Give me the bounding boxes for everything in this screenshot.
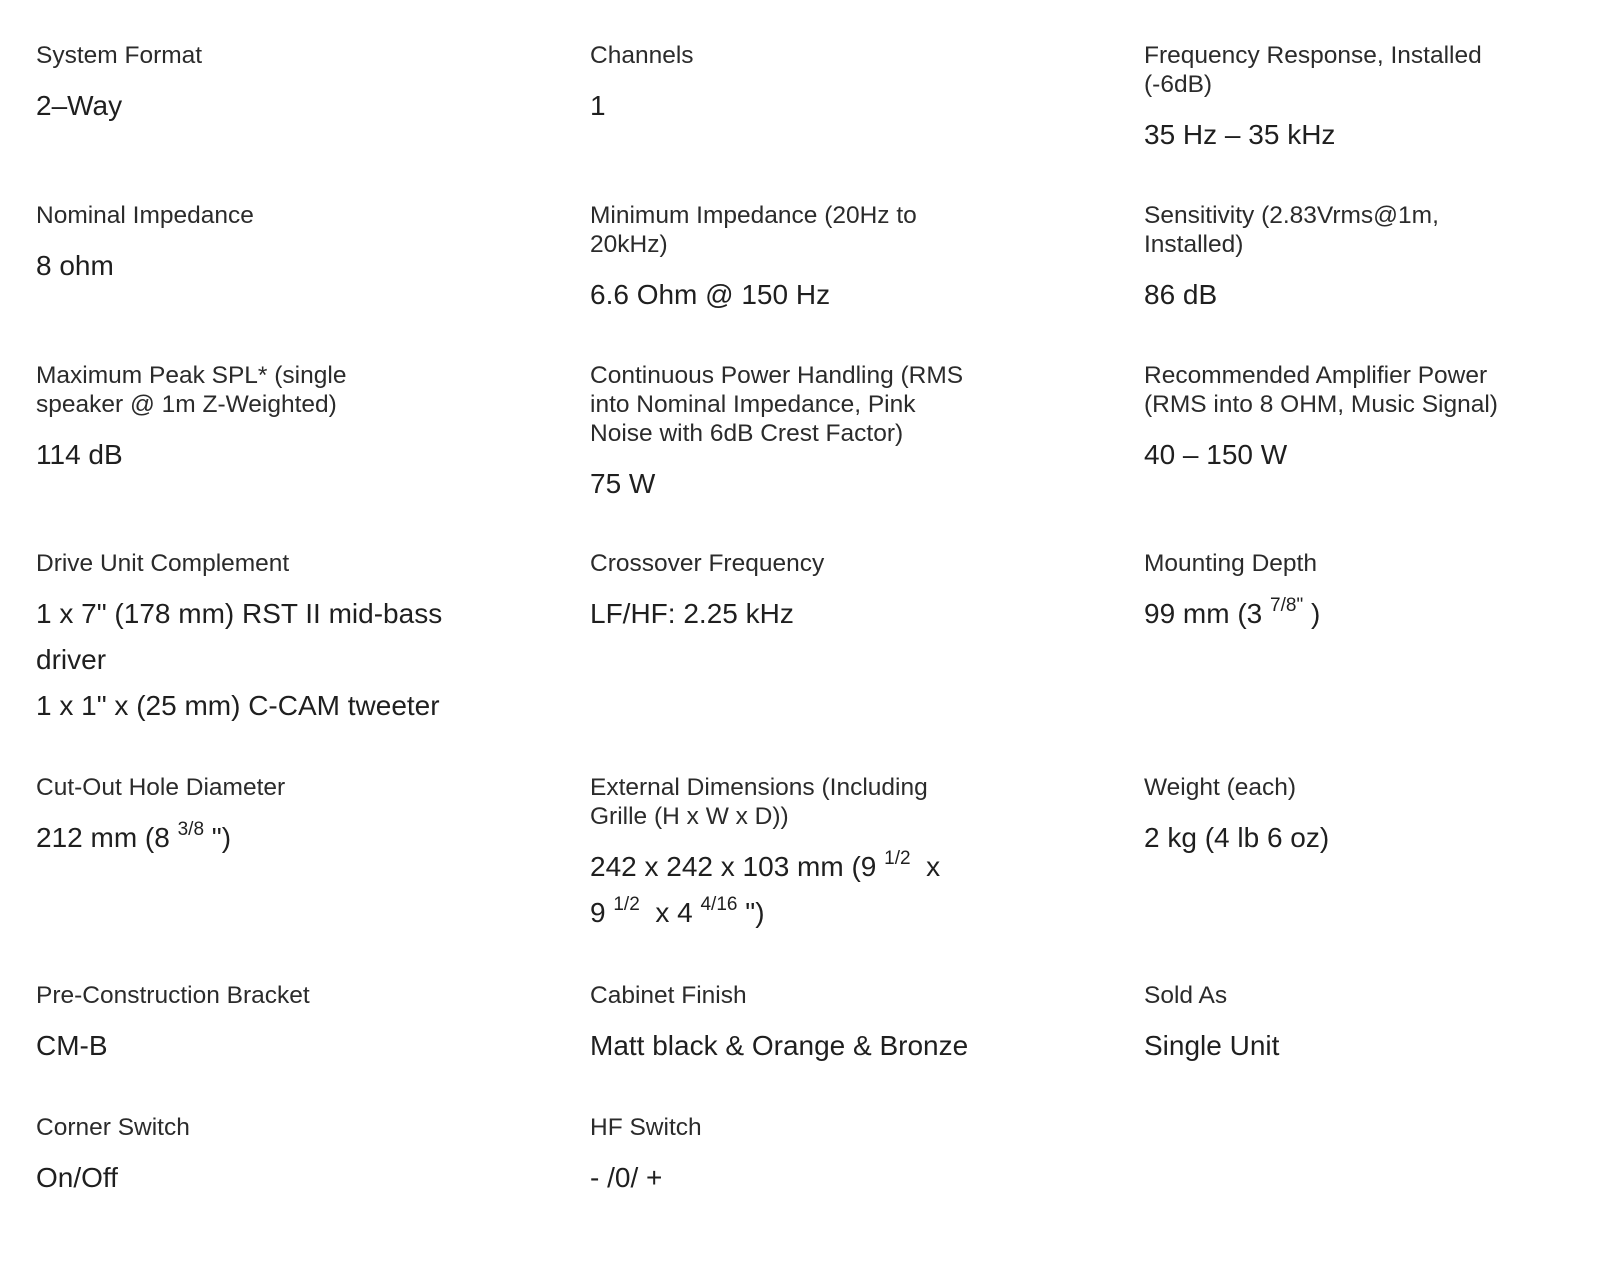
spec-value xyxy=(1144,272,1564,318)
spec-label xyxy=(590,361,1010,448)
spec-cabinet-finish xyxy=(590,981,1010,1069)
spec-value xyxy=(36,591,456,729)
spec-value xyxy=(36,815,456,861)
spec-continuous-power-handling xyxy=(590,361,1010,507)
spec-label: Channels xyxy=(590,42,694,69)
spec-value xyxy=(1144,432,1564,478)
spec-value-line: LF/HF: 2.25 kHz xyxy=(590,598,794,629)
spec-label: Pre-Construction Bracket xyxy=(36,982,310,1009)
spec-label: Cut-Out Hole Diameter xyxy=(36,774,286,801)
fraction-superscript: 7/8" xyxy=(1270,594,1304,616)
spec-value-line xyxy=(590,890,1010,936)
value-text: 242 x 242 x 103 mm (9 xyxy=(590,851,877,882)
spec-minimum-impedance xyxy=(590,201,1010,318)
spec-corner-switch xyxy=(36,1113,456,1201)
spec-value xyxy=(1144,1023,1564,1069)
spec-label: Sold As xyxy=(1144,982,1228,1009)
spec-label xyxy=(36,361,456,419)
spec-label: Weight (each) xyxy=(1144,774,1297,801)
spec-value xyxy=(590,1155,1010,1201)
spec-value-line: CM-B xyxy=(36,1030,108,1061)
value-text: 9 xyxy=(590,897,606,928)
spec-label: Cabinet Finish xyxy=(590,982,747,1009)
spec-sold-as xyxy=(1144,981,1564,1069)
spec-label: HF Switch xyxy=(590,1114,702,1141)
spec-label xyxy=(590,773,1010,831)
fraction-superscript: 1/2 xyxy=(884,847,911,869)
spec-value-line: 2 kg (4 lb 6 oz) xyxy=(1144,822,1330,853)
spec-frequency-response xyxy=(1144,41,1564,158)
spec-label-line: into Nominal Impedance, Pink xyxy=(590,391,916,418)
spec-label-line: (RMS into 8 OHM, Music Signal) xyxy=(1144,391,1498,418)
spec-label: Corner Switch xyxy=(36,1114,190,1141)
fraction-superscript: 4/16 xyxy=(700,893,738,915)
spec-value xyxy=(1144,815,1564,861)
value-text: x xyxy=(910,851,941,882)
spec-value-line xyxy=(1144,591,1564,637)
spec-label-line: 20kHz) xyxy=(590,231,668,258)
spec-label-line: (-6dB) xyxy=(1144,71,1213,98)
spec-value xyxy=(36,1023,456,1069)
spec-value xyxy=(36,83,456,129)
spec-value xyxy=(590,272,1010,318)
value-text: x 4 xyxy=(639,897,693,928)
spec-value xyxy=(36,432,456,478)
spec-crossover-frequency xyxy=(590,549,1010,637)
value-text: ) xyxy=(1303,598,1321,629)
spec-value-line: 86 dB xyxy=(1144,279,1218,310)
spec-value-line: On/Off xyxy=(36,1162,118,1193)
spec-mounting-depth xyxy=(1144,549,1564,637)
spec-value xyxy=(1144,112,1564,158)
spec-value-line: 1 x 1" x (25 mm) C-CAM tweeter xyxy=(36,690,440,721)
spec-label: Crossover Frequency xyxy=(590,550,825,577)
spec-label xyxy=(1144,201,1564,259)
spec-label xyxy=(1144,41,1564,99)
spec-system-format xyxy=(36,41,456,129)
spec-value-line: - /0/ + xyxy=(590,1162,663,1193)
spec-label-line: External Dimensions (Including xyxy=(590,774,928,801)
spec-label-line: Grille (H x W x D)) xyxy=(590,803,789,830)
value-text: ") xyxy=(204,822,232,853)
spec-label: System Format xyxy=(36,42,203,69)
value-text: ") xyxy=(737,897,765,928)
spec-value-line xyxy=(590,844,1010,890)
spec-drive-unit-complement xyxy=(36,549,456,729)
spec-weight xyxy=(1144,773,1564,861)
spec-label-line: Recommended Amplifier Power xyxy=(1144,362,1488,389)
spec-value-line xyxy=(36,815,456,861)
spec-value xyxy=(590,591,1010,637)
value-text: 99 mm (3 xyxy=(1144,598,1263,629)
spec-label-line: Minimum Impedance (20Hz to xyxy=(590,202,917,229)
spec-value-line: 40 – 150 W xyxy=(1144,439,1288,470)
spec-label: Mounting Depth xyxy=(1144,550,1317,577)
spec-value xyxy=(36,1155,456,1201)
spec-value-line: Matt black & Orange & Bronze xyxy=(590,1030,969,1061)
fraction-superscript: 1/2 xyxy=(613,893,640,915)
spec-label-line: Continuous Power Handling (RMS xyxy=(590,362,964,389)
spec-value-line: 35 Hz – 35 kHz xyxy=(1144,119,1336,150)
spec-hf-switch xyxy=(590,1113,1010,1201)
spec-label-line: Installed) xyxy=(1144,231,1244,258)
spec-label-line: Maximum Peak SPL* (single xyxy=(36,362,347,389)
spec-label xyxy=(590,201,1010,259)
spec-value xyxy=(590,1023,1010,1069)
spec-pre-construction-bracket xyxy=(36,981,456,1069)
spec-value-line: 1 x 7" (178 mm) RST II mid-bass driver xyxy=(36,598,443,675)
spec-value xyxy=(1144,591,1564,637)
spec-label xyxy=(1144,361,1564,419)
spec-value-line: 75 W xyxy=(590,468,656,499)
spec-value-line: 114 dB xyxy=(36,439,123,470)
value-text: 212 mm (8 xyxy=(36,822,170,853)
spec-value-line: 8 ohm xyxy=(36,250,114,281)
spec-external-dimensions xyxy=(590,773,1010,936)
spec-nominal-impedance xyxy=(36,201,456,289)
spec-value-line: 1 xyxy=(590,90,606,121)
spec-label-line: Noise with 6dB Crest Factor) xyxy=(590,420,904,447)
spec-label: Nominal Impedance xyxy=(36,202,254,229)
spec-value xyxy=(590,461,1010,507)
spec-recommended-amplifier-power xyxy=(1144,361,1564,478)
spec-value-line: 6.6 Ohm @ 150 Hz xyxy=(590,279,831,310)
spec-channels xyxy=(590,41,1010,129)
spec-value xyxy=(590,83,1010,129)
spec-label-line: Sensitivity (2.83Vrms@1m, xyxy=(1144,202,1439,229)
spec-value xyxy=(590,844,1010,936)
spec-label-line: Frequency Response, Installed xyxy=(1144,42,1482,69)
fraction-superscript: 3/8 xyxy=(177,818,205,840)
spec-label: Drive Unit Complement xyxy=(36,550,290,577)
spec-label-line: speaker @ 1m Z-Weighted) xyxy=(36,391,337,418)
spec-sensitivity xyxy=(1144,201,1564,318)
spec-cut-out-hole-diameter xyxy=(36,773,456,861)
spec-value xyxy=(36,243,456,289)
spec-value-line: Single Unit xyxy=(1144,1030,1280,1061)
spec-maximum-peak-spl xyxy=(36,361,456,478)
spec-value-line: 2–Way xyxy=(36,90,123,121)
